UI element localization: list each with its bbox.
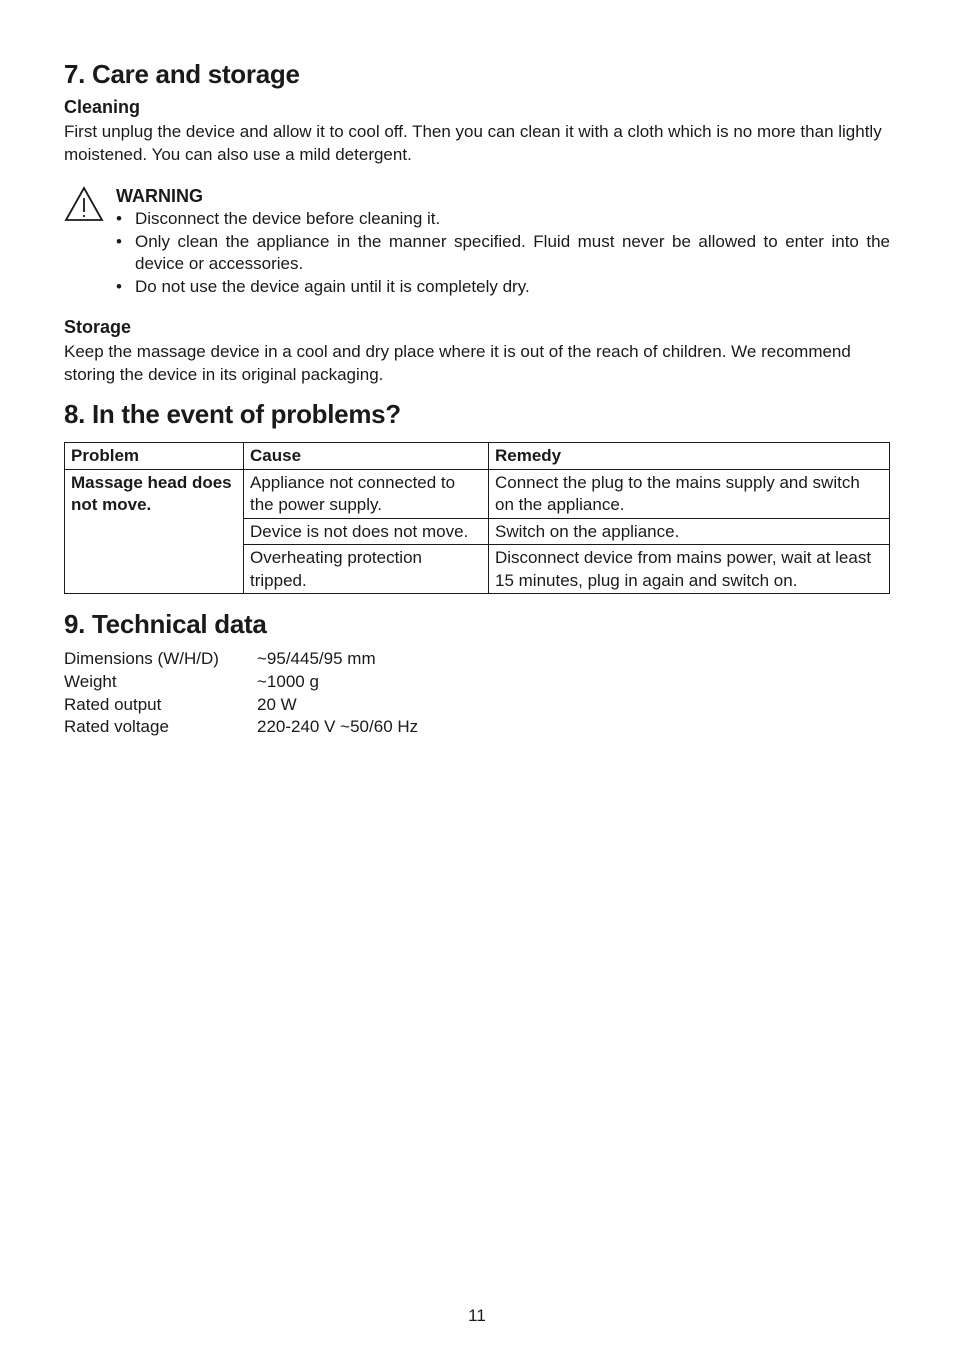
warning-item: • Disconnect the device before cleaning it.	[116, 208, 890, 231]
page-content	[64, 56, 890, 739]
tech-label: Weight	[64, 671, 117, 691]
tech-value: 20 W	[257, 694, 297, 714]
warning-list	[116, 208, 890, 298]
tech-value: 220-240 V ~50/60 Hz	[257, 717, 419, 737]
table-header-row	[65, 443, 890, 470]
warning-triangle-icon	[64, 186, 104, 222]
technical-data-list	[64, 648, 890, 739]
cause-cell: Appliance not connected to the power supply.	[244, 469, 489, 518]
header-remedy: Remedy	[489, 443, 890, 470]
section-title-technical: 9. Technical data	[64, 609, 267, 639]
storage-heading: Storage	[64, 317, 132, 337]
problem-cell: Massage head does not move.	[65, 469, 244, 594]
cleaning-heading: Cleaning	[64, 97, 141, 117]
tech-label: Rated output	[64, 694, 162, 714]
list-item	[64, 671, 890, 694]
warning-item: • Do not use the device again until it is completely dry.	[116, 276, 890, 299]
tech-label: Dimensions (W/H/D)	[64, 649, 219, 668]
list-item	[64, 694, 890, 717]
section-title-problems: 8. In the event of problems?	[64, 399, 401, 429]
tech-label: Rated voltage	[64, 717, 169, 737]
tech-value: ~95/445/95 mm	[257, 649, 376, 668]
table-row	[65, 469, 890, 518]
warning-title: WARNING	[116, 186, 203, 206]
problems-table	[64, 442, 890, 594]
tech-value: ~1000 g	[257, 671, 319, 691]
page-number: 11	[468, 1306, 486, 1325]
header-problem: Problem	[65, 443, 244, 470]
storage-text: Keep the massage device in a cool and dry place where it is out of the reach of children. We recommend storing the device in its original packaging.	[64, 342, 851, 384]
remedy-cell: Switch on the appliance.	[489, 518, 890, 545]
remedy-cell: Disconnect device from mains power, wait at least 15 minutes, plug in again and switch on.	[489, 545, 890, 594]
list-item	[64, 648, 890, 671]
list-item	[64, 716, 890, 739]
remedy-cell: Connect the plug to the mains supply and switch on the appliance.	[489, 469, 890, 518]
warning-block	[64, 184, 890, 298]
cleaning-text: First unplug the device and allow it to cool off. Then you can clean it with a cloth which is no more than lightly moistened. You can also use a mild detergent.	[64, 122, 882, 164]
section-title-care: 7. Care and storage	[64, 59, 300, 89]
cause-cell: Device is not does not move.	[244, 518, 489, 545]
header-cause: Cause	[244, 443, 489, 470]
warning-item: • Only clean the appliance in the manner specified. Fluid must never be allowed to enter into the device or accessories.	[116, 231, 890, 276]
cause-cell: Overheating protection tripped.	[244, 545, 489, 594]
